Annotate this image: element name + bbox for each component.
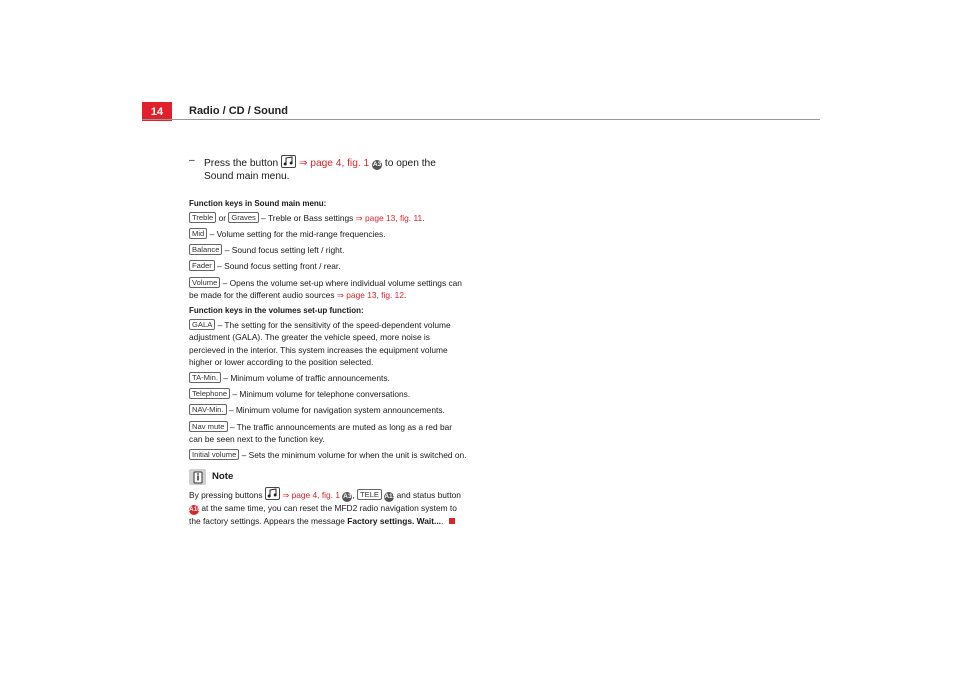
volume-description: – Opens the volume set-up where individual volume settings can be made for the different audio sources (189, 277, 462, 300)
ta-min-key: TA-Min. (189, 372, 221, 383)
note-title: Note (212, 471, 234, 483)
treble-description: – Treble or Bass settings (261, 212, 354, 223)
nav-min-entry (189, 404, 467, 416)
note-header (189, 469, 467, 485)
fader-key: Fader (189, 260, 215, 271)
info-hand-icon (189, 469, 206, 485)
period: . (441, 516, 444, 527)
music-note-icon (281, 155, 296, 168)
treble-reference[interactable]: ⇒ page 13, fig. 11 (355, 212, 423, 223)
initial-volume-description: – Sets the minimum volume for when the unit is switched on. (241, 450, 467, 461)
telephone-key: Telephone (189, 388, 230, 399)
note-by-pressing: By pressing buttons (189, 490, 263, 501)
factory-settings-message: Factory settings. Wait... (347, 516, 441, 527)
fader-description: – Sound focus setting front / rear. (217, 261, 341, 272)
telephone-entry (189, 388, 467, 400)
volume-reference[interactable]: ⇒ page 13, fig. 12 (336, 289, 404, 300)
note-body-text: at the same time, you can reset the MFD2 radio navigation system to the factory settings. Appears the message (189, 503, 457, 527)
ta-min-description: – Minimum volume of traffic announcements. (223, 373, 390, 384)
initial-volume-key: Initial volume (189, 449, 239, 460)
balance-description: – Sound focus setting left / right. (224, 245, 345, 256)
page-title: Radio / CD / Sound (189, 105, 288, 117)
nav-mute-description: – The traffic announcements are muted as long as a red bar can be seen next to the function key. (189, 421, 453, 444)
gala-key: GALA (189, 319, 215, 330)
treble-key: Treble (189, 212, 216, 223)
nav-min-key: NAV-Min. (189, 404, 227, 415)
comma: , (352, 490, 355, 501)
callout-a3: A3 (343, 493, 352, 501)
intro-text-before: Press the button (204, 158, 279, 169)
callout-a3: A3 (372, 161, 382, 168)
period: . (404, 289, 407, 300)
balance-key: Balance (189, 244, 222, 255)
treble-graves-entry (189, 212, 467, 224)
content-column (189, 155, 467, 531)
mid-key: Mid (189, 228, 207, 239)
intro-instruction (189, 155, 467, 184)
period: . (422, 212, 425, 223)
volume-key: Volume (189, 277, 220, 288)
note-reference[interactable]: ⇒ page 4, fig. 1 (282, 490, 340, 501)
intro-text-after: to open the Sound main menu. (204, 158, 436, 182)
page-reference[interactable]: ⇒ page 4, fig. 1 (298, 158, 370, 169)
music-note-icon (265, 487, 280, 500)
ta-min-entry (189, 372, 467, 384)
callout-a10: A10 (189, 506, 201, 514)
bullet-dash: – (189, 155, 195, 166)
nav-mute-key: Nav mute (189, 421, 228, 432)
balance-entry (189, 244, 467, 256)
note-body (189, 487, 467, 527)
gala-description: – The setting for the sensitivity of the speed-dependent volume adjustment (GALA). The greater the vehicle speed, more noise is percieved in the interior. This system increases the equipment volume higher or lower according to the position selected. (189, 320, 451, 367)
volume-entry (189, 277, 467, 301)
tele-key: TELE (357, 489, 382, 500)
graves-key: Graves (228, 212, 258, 223)
fader-entry (189, 260, 467, 272)
sound-menu-heading: Function keys in Sound main menu: (189, 198, 327, 208)
volume-menu-heading: Function keys in the volumes set-up function: (189, 306, 364, 316)
initial-volume-entry (189, 449, 467, 461)
note-and-status: and status button (396, 490, 461, 501)
mid-entry (189, 228, 467, 240)
callout-a15: A15 (384, 493, 397, 501)
header-divider (142, 119, 820, 120)
nav-mute-entry (189, 421, 467, 445)
or-text: or (218, 212, 227, 223)
nav-min-description: – Minimum volume for navigation system announcements. (228, 405, 445, 416)
telephone-description: – Minimum volume for telephone conversations. (232, 389, 411, 400)
mid-description: – Volume setting for the mid-range frequencies. (209, 229, 386, 239)
gala-entry (189, 319, 467, 368)
end-square-icon (449, 518, 455, 524)
page-number: 14 (142, 102, 172, 121)
